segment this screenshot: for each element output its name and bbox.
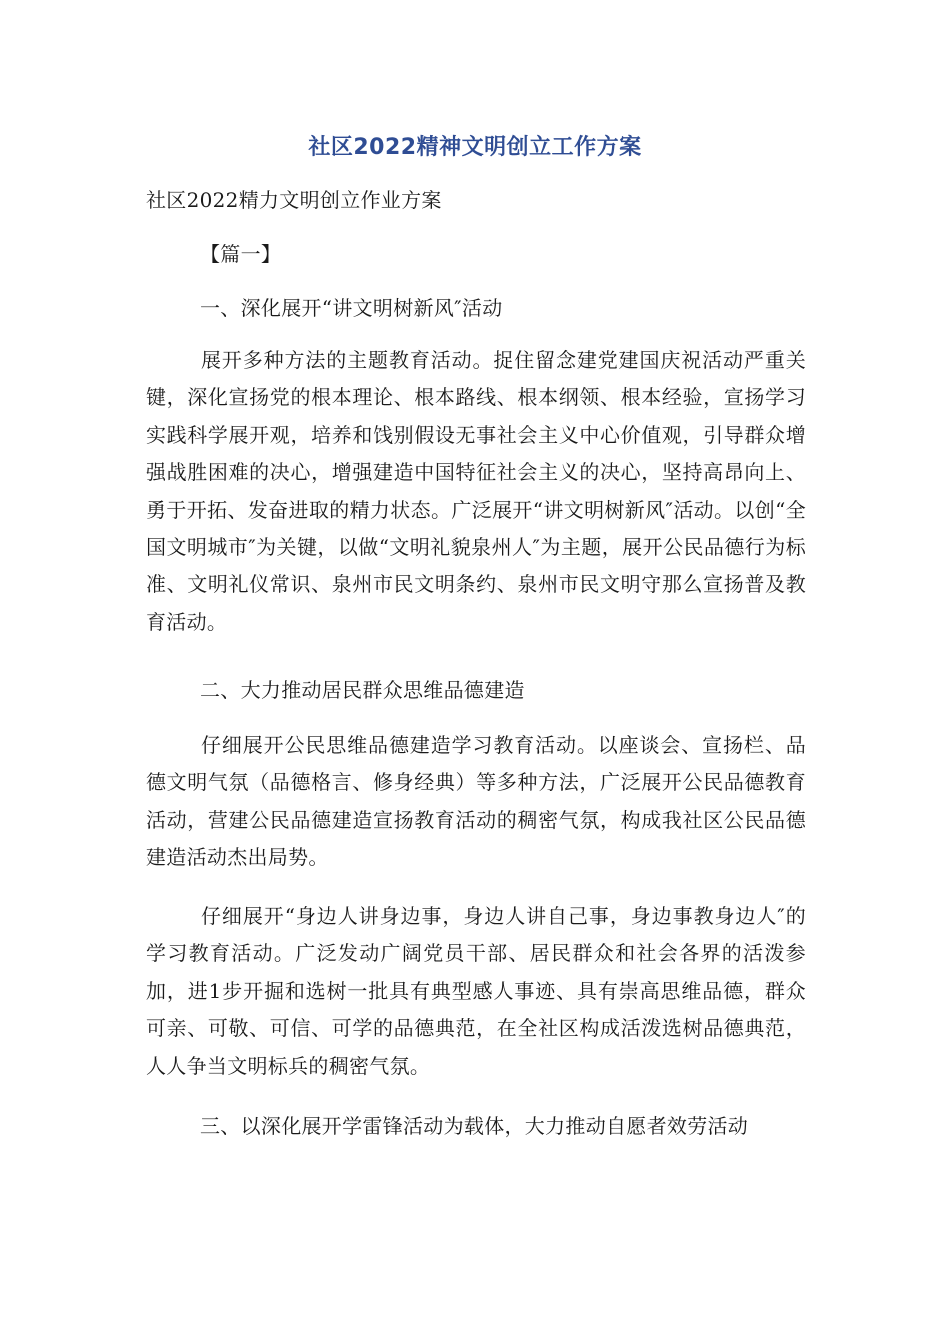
heading-2: 二、大力推动居民群众思维品德建造 — [200, 678, 525, 702]
section-marker: 【篇一】 — [200, 242, 282, 266]
document-title: 社区2022精神文明创立工作方案 — [308, 135, 642, 160]
heading-3: 三、以深化展开学雷锋活动为载体，大力推动自愿者效劳活动 — [200, 1114, 749, 1138]
heading-1: 一、深化展开“讲文明树新风″活动 — [200, 296, 503, 320]
paragraph-1: 展开多种方法的主题教育活动。捉住留念建党建国庆祝活动严重关键，深化宣扬党的根本理论、根本路线、根本纲领、根本经验，宣扬学习实践科学展开观，培养和饯别假设无事社会主义中心价值观，引导群众增强战胜困难的决心，增强建造中国特征社会主义的决心，坚持高昂向上、勇于开拓、发奋进取的精力状态。广泛展开“讲文明树新风″活动。以创“全国文明城市″为关键，以做“文明礼貌泉州人″为主题，展开公民品德行为标准、文明礼仪常识、泉州市民文明条约、泉州市民文明守那么宣扬普及教育活动。 — [146, 348, 806, 634]
document-subtitle: 社区2022精力文明创立作业方案 — [146, 188, 442, 212]
paragraph-2: 仔细展开公民思维品德建造学习教育活动。以座谈会、宣扬栏、品德文明气氛（品德格言、修身经典）等多种方法，广泛展开公民品德教育活动，营建公民品德建造宣扬教育活动的稠密气氛，构成我社区公民品德建造活动杰出局势。 — [146, 733, 806, 870]
paragraph-3: 仔细展开“身边人讲身边事，身边人讲自己事，身边事教身边人″的学习教育活动。广泛发动广阔党员干部、居民群众和社会各界的活泼参加，进1步开掘和选树一批具有典型感人事迹、具有崇高思维品德，群众可亲、可敬、可信、可学的品德典范，在全社区构成活泼选树品德典范，人人争当文明标兵的稠密气氛。 — [146, 904, 806, 1078]
